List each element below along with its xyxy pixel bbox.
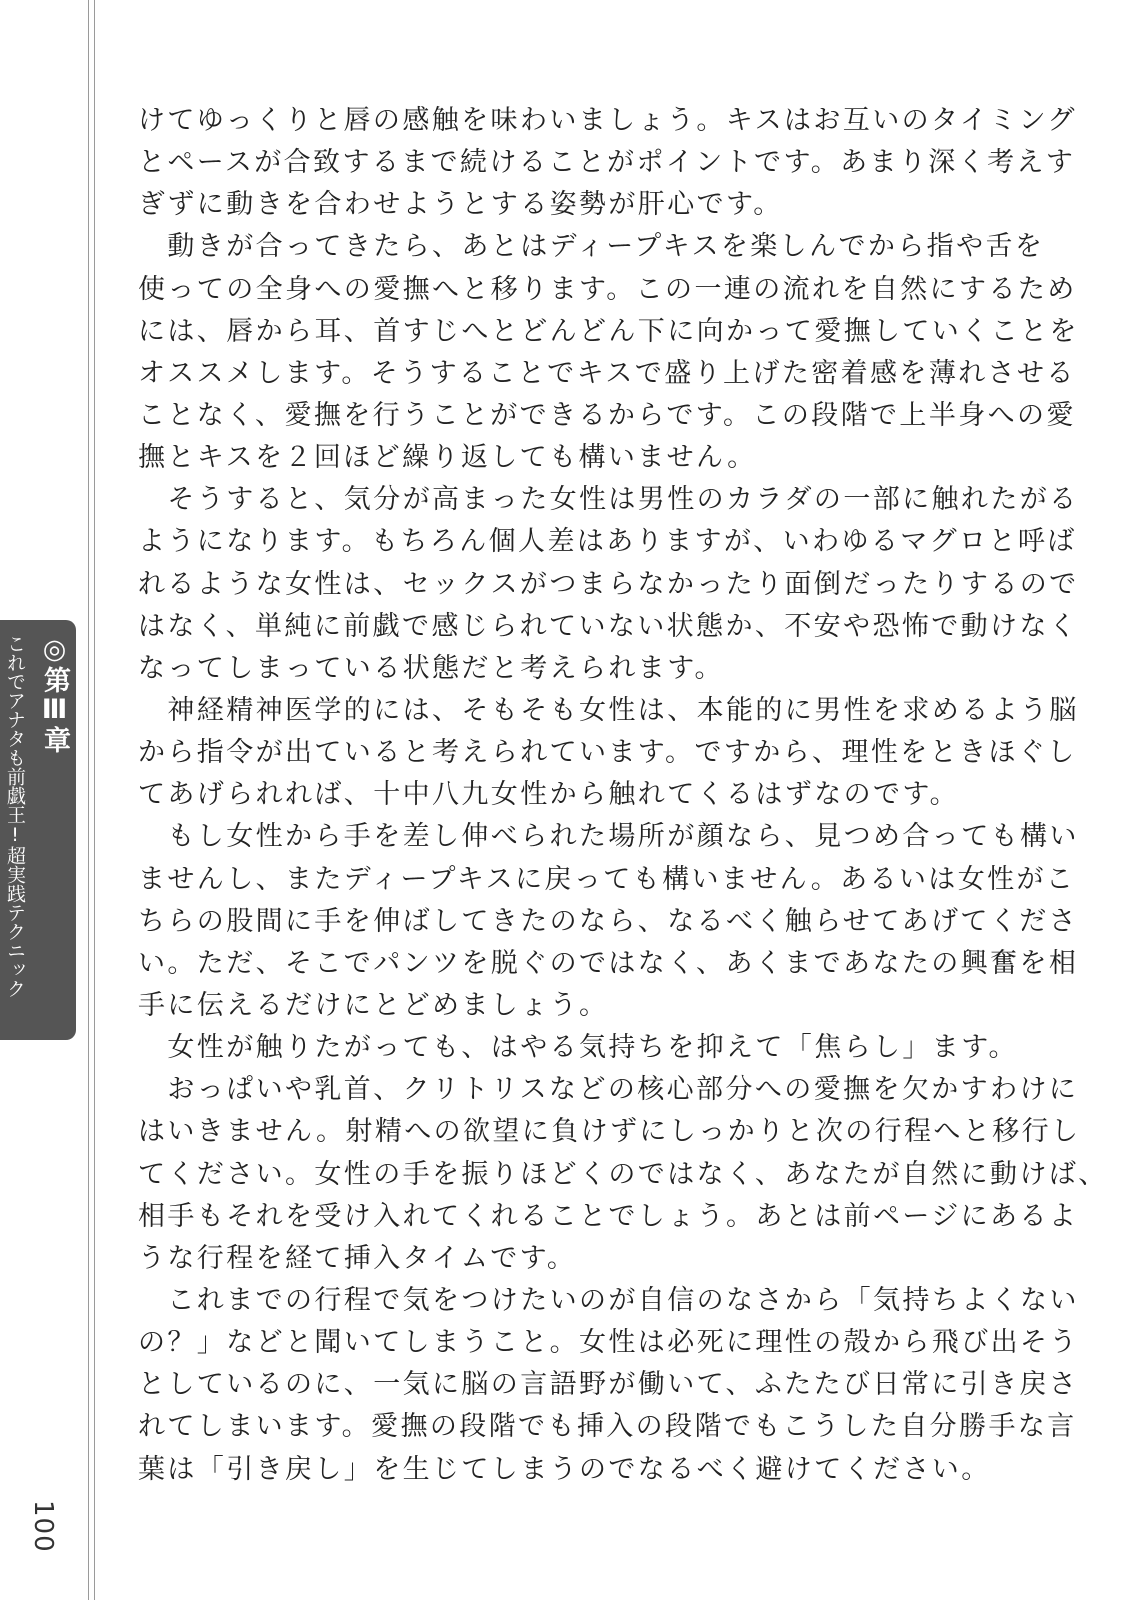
margin-rule-inner	[94, 0, 95, 1600]
body-text	[138, 100, 1108, 1491]
text-line: てください。女性の手を振りほどくのではなく、あなたが自然に動けば、	[138, 1158, 1108, 1190]
text-line: はいきません。射精への欲望に負けずにしっかりと次の行程へと移行し	[138, 1116, 1081, 1148]
text-line: としているのに、一気に脳の言語野が働いて、ふたたび日常に引き戻さ	[138, 1369, 1079, 1401]
text-line: 神経精神医学的には、そもそも女性は、本能的に男性を求めるよう脳	[138, 694, 1079, 726]
text-line: 動きが合ってきたら、あとはディープキスを楽しんでから指や舌を	[138, 231, 1045, 263]
text-line: い。ただ、そこでパンツを脱ぐのではなく、あくまであなたの興奮を相	[138, 947, 1079, 979]
chapter-side-tab	[0, 620, 76, 1040]
text-line: から指令が出ていると考えられています。ですから、理性をときほぐし	[138, 737, 1077, 769]
text-line: とペースが合致するまで続けることがポイントです。あまり深く考えす	[138, 147, 1076, 179]
text-line: うな行程を経て挿入タイムです。	[138, 1242, 577, 1274]
text-line: おっぱいや乳首、クリトリスなどの核心部分への愛撫を欠かすわけに	[138, 1074, 1079, 1106]
text-line: なってしまっている状態だと考えられます。	[138, 652, 724, 684]
text-line: 使っての全身への愛撫へと移ります。この一連の流れを自然にするため	[138, 273, 1077, 305]
text-line: れてしまいます。愛撫の段階でも挿入の段階でもこうした自分勝手な言	[138, 1411, 1077, 1443]
text-line: はなく、単純に前戯で感じられていない状態か、不安や恐怖で動けなく	[138, 610, 1079, 642]
text-line: オススメします。そうすることでキスで盛り上げた密着感を薄れさせる	[138, 357, 1076, 389]
text-line: には、唇から耳、首すじへとどんどん下に向かって愛撫していくことを	[138, 315, 1079, 347]
text-line: 撫とキスを２回ほど繰り返しても構いません。	[138, 442, 757, 474]
text-line: てあげられれば、十中八九女性から触れてくるはずなのです。	[138, 779, 960, 811]
text-line: そうすると、気分が高まった女性は男性のカラダの一部に触れたがる	[138, 484, 1079, 516]
text-line: 葉は「引き戻し」を生じてしまうのでなるべく避けてください。	[138, 1453, 991, 1485]
text-line: もし女性から手を差し伸べられた場所が顔なら、見つめ合っても構い	[138, 821, 1079, 853]
text-line: ぎずに動きを合わせようとする姿勢が肝心です。	[138, 189, 783, 221]
text-line: 相手もそれを受け入れてくれることでしょう。あとは前ページにあるよ	[138, 1200, 1079, 1232]
text-line: の？」などと聞いてしまうこと。女性は必死に理性の殻から飛び出そう	[138, 1327, 1079, 1359]
text-line: ちらの股間に手を伸ばしてきたのなら、なるべく触らせてあげてくださ	[138, 905, 1078, 937]
text-line: これまでの行程で気をつけたいのが自信のなさから「気持ちよくない	[138, 1284, 1079, 1316]
text-line: 手に伝えるだけにとどめましょう。	[138, 989, 609, 1021]
margin-rule-outer	[88, 0, 89, 1600]
text-line: ことなく、愛撫を行うことができるからです。この段階で上半身への愛	[138, 399, 1076, 431]
text-line: 女性が触りたがっても、はやる気持ちを抑えて「焦らし」ます。	[138, 1032, 1018, 1064]
chapter-title-label: これでアナタも前戯王!超実践テクニック	[4, 634, 26, 998]
text-line: ませんし、またディープキスに戻っても構いません。あるいは女性がこ	[138, 863, 1076, 895]
chapter-number-label: ◎第Ⅲ章	[39, 634, 70, 754]
text-line: ようになります。もちろん個人差はありますが、いわゆるマグロと呼ば	[138, 526, 1077, 558]
page-number: 100	[28, 1500, 58, 1553]
text-line: けてゆっくりと唇の感触を味わいましょう。キスはお互いのタイミング	[138, 105, 1077, 136]
text-line: れるような女性は、セックスがつまらなかったり面倒だったりするので	[138, 568, 1079, 600]
